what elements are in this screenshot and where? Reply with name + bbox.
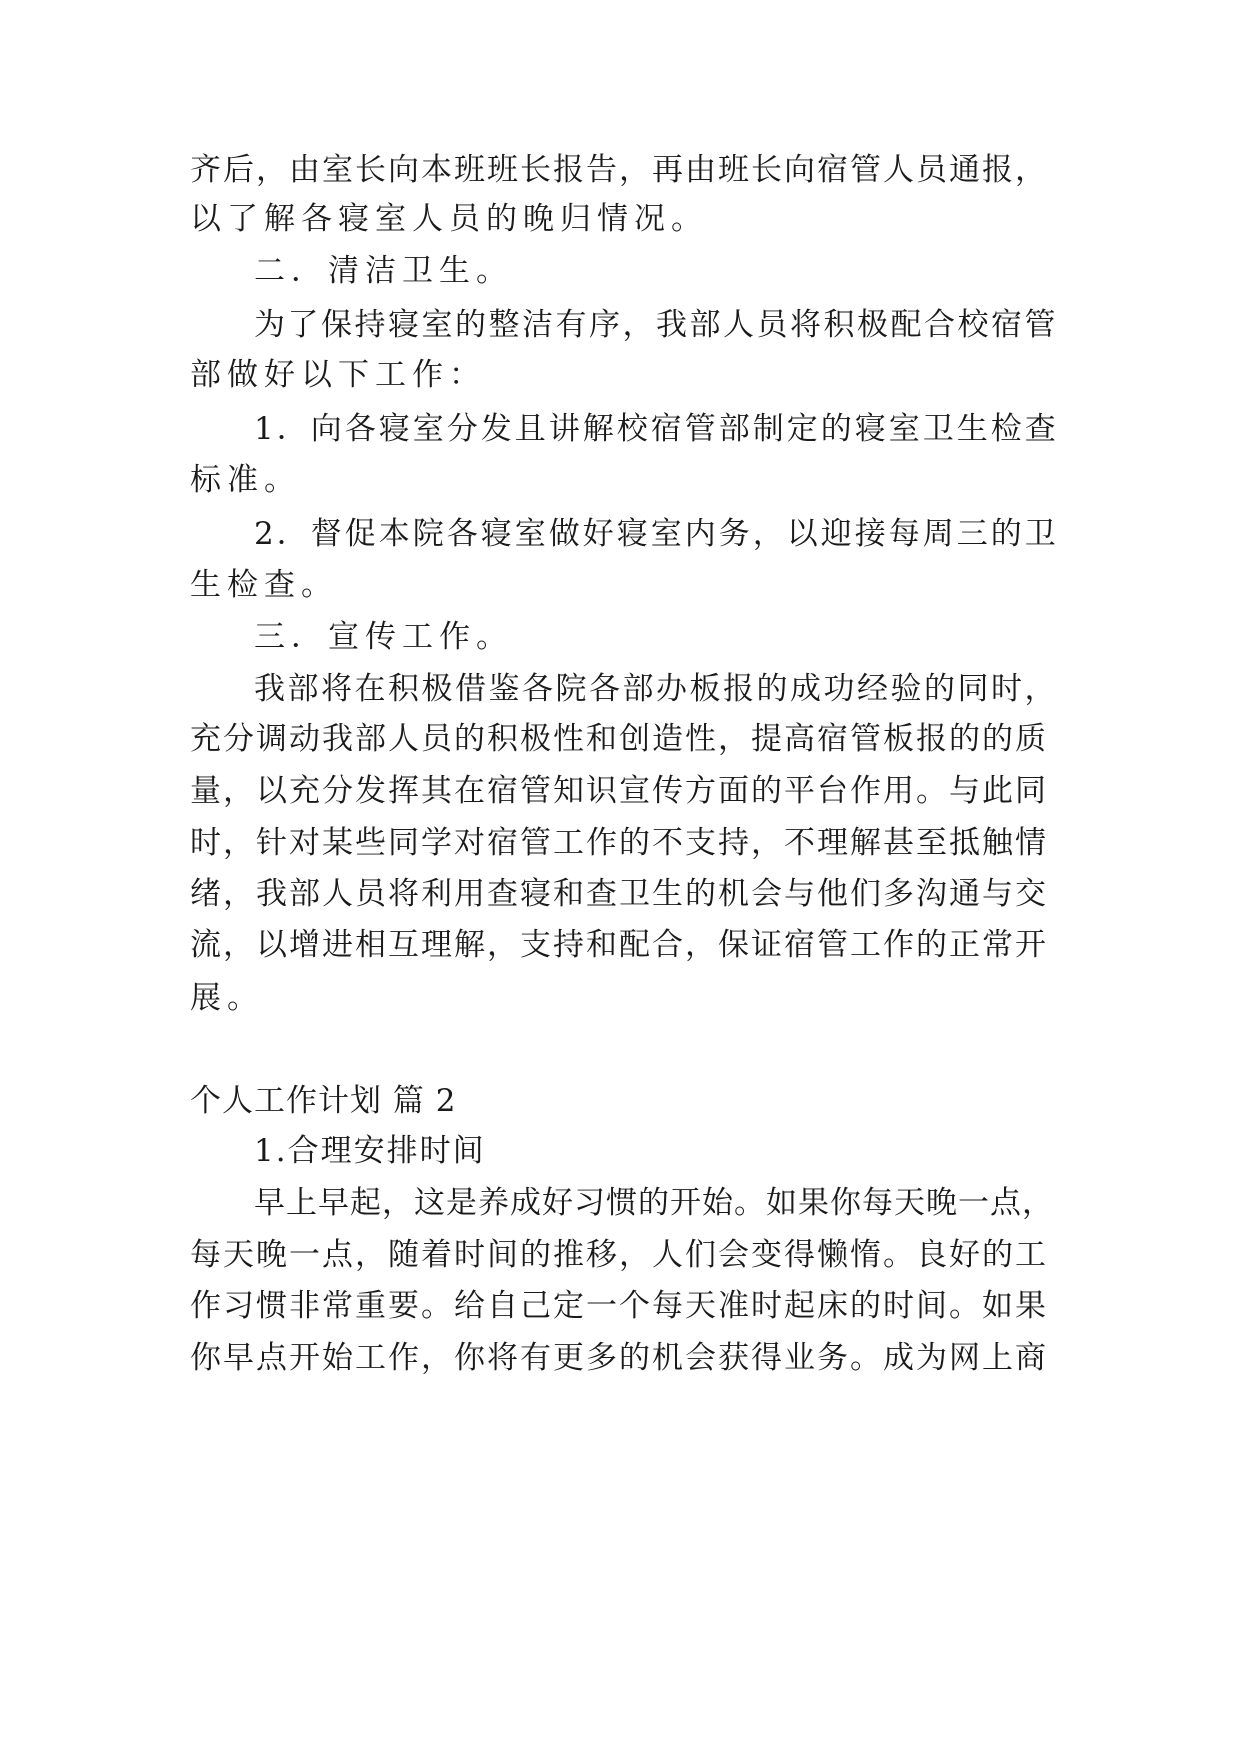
- paragraph-line: 你早点开始工作，你将有更多的机会获得业务。成为网上商: [190, 1340, 1048, 1376]
- paragraph-line: 每天晚一点，随着时间的推移，人们会变得懒惰。良好的工: [190, 1237, 1048, 1273]
- paragraph-line: 量，以充分发挥其在宿管知识宣传方面的平台作用。与此同: [190, 773, 1048, 809]
- paragraph-line: 我部将在积极借鉴各院各部办板报的成功经验的同时，: [254, 671, 1058, 707]
- paragraph-line: 绪，我部人员将利用查寝和查卫生的机会与他们多沟通与交: [190, 876, 1048, 912]
- section-heading-publicity: 三．宣传工作。: [254, 619, 513, 655]
- paragraph-line: 为了保持寝室的整洁有序，我部人员将积极配合校宿管: [254, 307, 1058, 343]
- paragraph-line: 时，针对某些同学对宿管工作的不支持，不理解甚至抵触情: [190, 825, 1048, 861]
- list-item-1: 1．向各寝室分发且讲解校宿管部制定的寝室卫生检查: [254, 411, 1059, 447]
- paragraph-line: 以了解各寝室人员的晚归情况。: [190, 201, 708, 237]
- paragraph-line: 早上早起，这是养成好习惯的开始。如果你每天晚一点，: [254, 1185, 1054, 1221]
- paragraph-line: 生检查。: [190, 567, 338, 603]
- paragraph-line: 充分调动我部人员的积极性和创造性，提高宿管板报的的质: [190, 721, 1048, 757]
- paragraph-line: 标准。: [190, 462, 301, 498]
- paragraph-line: 流，以增进相互理解，支持和配合，保证宿管工作的正常开: [190, 927, 1048, 963]
- paragraph-line: 展。: [190, 980, 264, 1016]
- section-heading-cleaning: 二．清洁卫生。: [254, 253, 513, 289]
- paragraph-line: 齐后，由室长向本班班长报告，再由班长向宿管人员通报，: [190, 152, 1048, 188]
- paragraph-line: 部做好以下工作：: [190, 357, 486, 393]
- list-item-2: 2．督促本院各寝室做好寝室内务，以迎接每周三的卫: [254, 516, 1059, 552]
- list-item-1: 1.合理安排时间: [254, 1133, 486, 1169]
- section-title: 个人工作计划 篇 2: [190, 1083, 457, 1119]
- paragraph-line: 作习惯非常重要。给自己定一个每天准时起床的时间。如果: [190, 1288, 1048, 1324]
